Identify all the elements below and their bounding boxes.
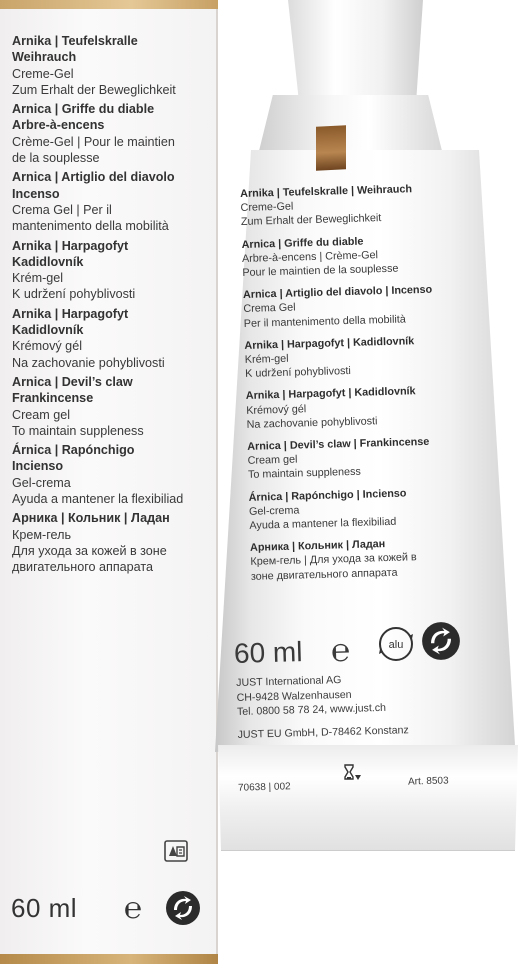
hourglass-icon	[341, 763, 363, 785]
label-block	[12, 169, 212, 234]
description-line: Per il mantenimento della mobilità	[243, 313, 406, 330]
label-block	[250, 535, 481, 584]
description-line: Крем-гель | Для ухода за кожей в	[250, 551, 417, 569]
product-name-line: Arnica | Devil’s claw | Frankincense	[247, 435, 430, 453]
description-line: de la souplesse	[12, 151, 100, 166]
product-name-line: Арника | Кольник | Ладан	[249, 538, 386, 555]
company-contact: Tel. 0800 58 78 24, www.just.ch	[236, 701, 387, 718]
label-block	[246, 383, 477, 432]
description-line: Crema Gel	[243, 301, 296, 316]
product-name-line: Kadidlovník	[12, 254, 84, 269]
description-line: Krém-gel	[12, 271, 64, 286]
description-line: Na zachovanie pohyblivosti	[12, 355, 165, 370]
product-name-line: Arnika | Teufelskralle | Weihrauch	[240, 183, 413, 200]
product-name-line: Arnica | Griffe du diable	[241, 235, 364, 251]
product-name-line: Incienso	[12, 459, 64, 474]
label-block	[12, 101, 212, 166]
label-block	[243, 282, 474, 331]
tube-volume: 60 ml	[233, 636, 303, 669]
estimated-sign-icon: ℮	[124, 892, 143, 925]
alu-label: alu	[388, 639, 404, 651]
description-line: Crème-Gel | Pour le maintien	[12, 134, 175, 149]
label-block	[247, 434, 478, 483]
tube-content-window	[316, 125, 346, 171]
description-line: Zum Erhalt der Beweglichkeit	[12, 82, 176, 97]
description-line: Krémový gél	[246, 402, 307, 417]
product-name-line: Arnica | Griffe du diable	[12, 102, 155, 117]
product-name-line: Kadidlovník	[12, 323, 84, 338]
product-name-line: Árnica | Rapónchigo | Incienso	[248, 487, 407, 504]
product-name-line: Arnica | Artiglio del diavolo	[12, 170, 175, 185]
description-line: Cream gel	[247, 453, 298, 468]
article-number: Art. 8503	[407, 775, 449, 788]
box-volume: 60 ml	[11, 893, 78, 923]
product-name-line: Incenso	[12, 186, 60, 201]
label-block	[248, 484, 479, 533]
green-dot-icon	[165, 890, 201, 926]
box-bottom-strip	[0, 954, 218, 964]
tube-cap	[288, 0, 423, 100]
description-line: Creme-Gel	[12, 66, 74, 81]
product-box	[0, 0, 218, 964]
label-block	[12, 442, 212, 507]
label-block	[12, 33, 212, 98]
description-line: Ayuda a mantener la flexibiliad	[12, 492, 184, 507]
description-line: двигательного аппарата	[12, 560, 154, 575]
estimated-sign-icon: ℮	[330, 631, 351, 669]
tube-crimp	[218, 745, 518, 851]
company-name: JUST International AG	[236, 674, 342, 689]
label-block	[12, 238, 212, 303]
lot-number: 70638 | 002	[237, 781, 291, 794]
description-line: To maintain suppleness	[12, 423, 144, 438]
box-top-strip	[0, 0, 218, 9]
label-block	[244, 332, 475, 381]
description-line: зоне двигательного аппарата	[250, 566, 398, 583]
description-line: Gel-crema	[12, 475, 71, 490]
green-dot-icon	[421, 621, 461, 661]
description-line: Zum Erhalt der Beweglichkeit	[240, 212, 382, 229]
product-name-line: Weihrauch	[12, 50, 77, 65]
description-line: Cream gel	[12, 407, 71, 422]
description-line: Arbre-à-encens | Crème-Gel	[241, 248, 379, 265]
description-line: Na zachovanie pohyblivosti	[246, 415, 378, 431]
label-block	[12, 306, 212, 371]
company-eu-address: JUST EU GmbH, D-78462 Konstanz	[237, 723, 409, 741]
product-name-line: Arnika | Harpagofyt	[12, 238, 129, 253]
label-block	[240, 181, 471, 230]
product-name-line: Arnika | Harpagofyt | Kadidlovník	[244, 335, 415, 352]
description-line: Для ухода за кожей в зоне	[12, 543, 167, 558]
label-block	[12, 374, 212, 439]
description-line: Krém-gel	[244, 352, 289, 366]
label-block	[241, 231, 472, 280]
tube-shoulder	[258, 95, 443, 155]
product-name-line: Arnika | Harpagofyt	[12, 306, 129, 321]
product-name-line: Árnica | Rapónchigo	[12, 443, 135, 458]
alu-recycling-icon	[376, 624, 416, 664]
label-block	[12, 510, 212, 575]
description-line: Krémový gél	[12, 339, 82, 354]
description-line: To maintain suppleness	[247, 466, 362, 482]
description-line: mantenimento della mobilità	[12, 219, 169, 234]
product-name-line: Arbre-à-encens	[12, 118, 105, 133]
product-name-line: Arnika | Teufelskralle	[12, 34, 138, 48]
description-line: K udržení pohyblivosti	[245, 365, 351, 381]
description-line: Ayuda a mantener la flexibiliad	[249, 515, 397, 532]
description-line: K udržení pohyblivosti	[12, 287, 136, 302]
recycle-icon	[163, 838, 189, 864]
tube-address	[236, 669, 478, 742]
tube-label-text	[240, 181, 481, 592]
description-line: Gel-crema	[248, 504, 300, 518]
product-name-line: Frankincense	[12, 391, 94, 406]
description-line: Crema Gel | Per il	[12, 202, 112, 217]
description-line: Creme-Gel	[240, 200, 294, 215]
description-line: Крем-гель	[12, 527, 72, 542]
box-label-text	[12, 33, 212, 579]
product-name-line: Arnica | Artiglio del diavolo | Incenso	[242, 283, 433, 302]
company-city: CH-9428 Walzenhausen	[236, 688, 352, 704]
product-name-line: Арника | Кольник | Ладан	[12, 511, 170, 526]
product-name-line: Arnika | Harpagofyt | Kadidlovník	[245, 385, 416, 403]
product-name-line: Arnica | Devil’s claw	[12, 374, 133, 389]
description-line: Pour le maintien de la souplesse	[242, 262, 399, 279]
